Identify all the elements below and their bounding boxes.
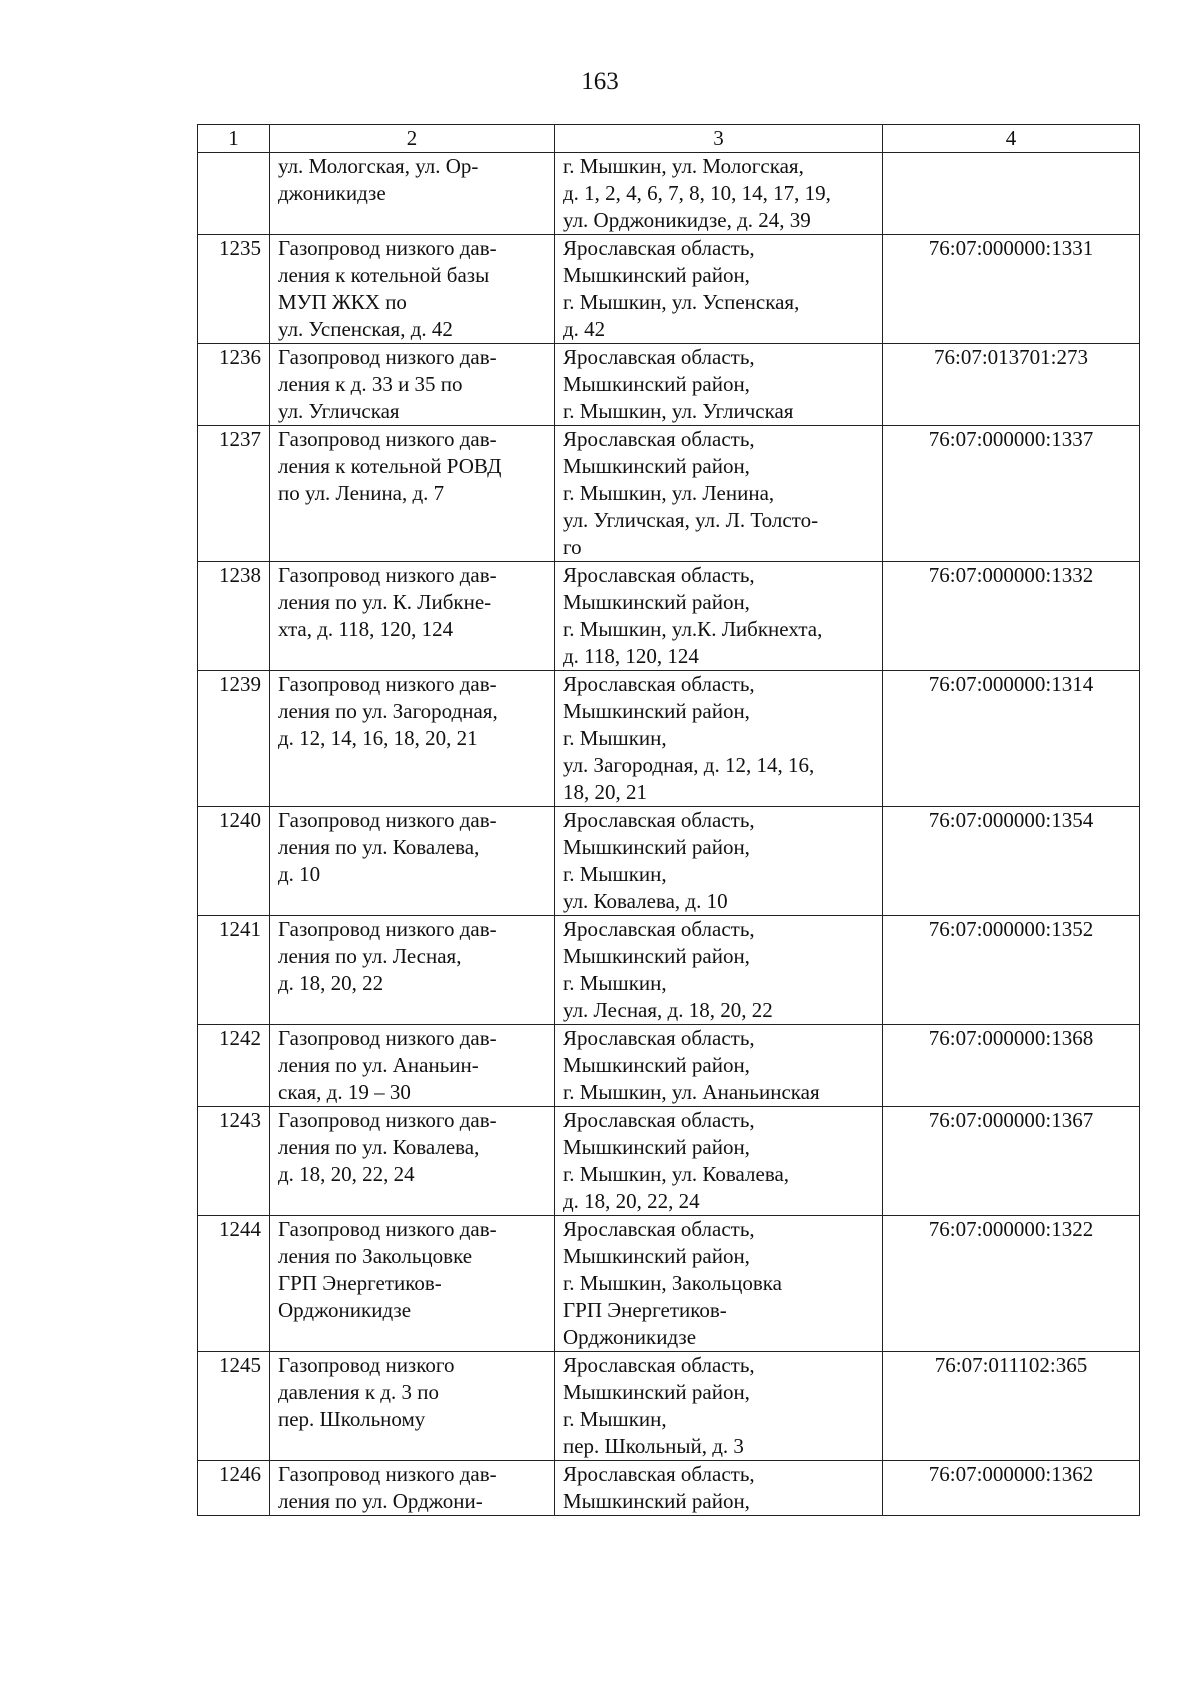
row-number: [198, 153, 270, 235]
object-name: Газопровод низкого дав- ления по ул. Ковалева, д. 18, 20, 22, 24: [270, 1107, 555, 1216]
cadastral-number: 76:07:013701:273: [883, 344, 1140, 426]
object-address: г. Мышкин, ул. Мологская, д. 1, 2, 4, 6, 7, 8, 10, 14, 17, 19, ул. Орджоникидзе, д. 24, 39: [555, 153, 883, 235]
object-address: Ярославская область, Мышкинский район, г. Мышкин, ул. Успенская, д. 42: [555, 235, 883, 344]
object-name: Газопровод низкого дав- ления к котельной базы МУП ЖКХ по ул. Успенская, д. 42: [270, 235, 555, 344]
object-name: Газопровод низкого дав- ления к котельной РОВД по ул. Ленина, д. 7: [270, 426, 555, 562]
object-address: Ярославская область, Мышкинский район,: [555, 1461, 883, 1516]
row-number: 1245: [198, 1352, 270, 1461]
row-number: 1242: [198, 1025, 270, 1107]
object-address: Ярославская область, Мышкинский район, г. Мышкин, ул. Лесная, д. 18, 20, 22: [555, 916, 883, 1025]
object-address: Ярославская область, Мышкинский район, г. Мышкин, ул. Ленина, ул. Угличская, ул. Л. Толсто- го: [555, 426, 883, 562]
cadastral-number: 76:07:000000:1354: [883, 807, 1140, 916]
cadastral-number: 76:07:011102:365: [883, 1352, 1140, 1461]
cadastral-number: [883, 153, 1140, 235]
table-row: [198, 1216, 1140, 1352]
cadastral-number: 76:07:000000:1367: [883, 1107, 1140, 1216]
row-number: 1237: [198, 426, 270, 562]
cadastral-number: 76:07:000000:1314: [883, 671, 1140, 807]
object-address: Ярославская область, Мышкинский район, г. Мышкин, Закольцовка ГРП Энергетиков- Орджоникидзе: [555, 1216, 883, 1352]
object-address: Ярославская область, Мышкинский район, г. Мышкин, ул. Ковалева, д. 18, 20, 22, 24: [555, 1107, 883, 1216]
object-name: Газопровод низкого дав- ления по ул. К. Либкне- хта, д. 118, 120, 124: [270, 562, 555, 671]
object-name: Газопровод низкого дав- ления по ул. Орджони-: [270, 1461, 555, 1516]
table-row: [198, 671, 1140, 807]
table-row: [198, 562, 1140, 671]
object-name: Газопровод низкого дав- ления к д. 33 и 35 по ул. Угличская: [270, 344, 555, 426]
page-number: 163: [581, 68, 619, 95]
object-name: Газопровод низкого дав- ления по ул. Ковалева, д. 10: [270, 807, 555, 916]
table-row: [198, 426, 1140, 562]
object-name: ул. Мологская, ул. Ор- джоникидзе: [270, 153, 555, 235]
object-address: Ярославская область, Мышкинский район, г. Мышкин, ул. Ананьинская: [555, 1025, 883, 1107]
column-header: 2: [270, 125, 555, 153]
table-row: [198, 807, 1140, 916]
object-name: Газопровод низкого дав- ления по ул. Загородная, д. 12, 14, 16, 18, 20, 21: [270, 671, 555, 807]
object-address: Ярославская область, Мышкинский район, г. Мышкин, ул.К. Либкнехта, д. 118, 120, 124: [555, 562, 883, 671]
table-row: [198, 1461, 1140, 1516]
table-row: [198, 1107, 1140, 1216]
object-address: Ярославская область, Мышкинский район, г. Мышкин, пер. Школьный, д. 3: [555, 1352, 883, 1461]
object-address: Ярославская область, Мышкинский район, г. Мышкин, ул. Угличская: [555, 344, 883, 426]
column-header: 4: [883, 125, 1140, 153]
object-name: Газопровод низкого дав- ления по ул. Лесная, д. 18, 20, 22: [270, 916, 555, 1025]
table-row: [198, 235, 1140, 344]
cadastral-number: 76:07:000000:1352: [883, 916, 1140, 1025]
table-row: [198, 344, 1140, 426]
cadastral-number: 76:07:000000:1362: [883, 1461, 1140, 1516]
row-number: 1236: [198, 344, 270, 426]
row-number: 1239: [198, 671, 270, 807]
table-row: [198, 1352, 1140, 1461]
object-address: Ярославская область, Мышкинский район, г. Мышкин, ул. Ковалева, д. 10: [555, 807, 883, 916]
cadastral-number: 76:07:000000:1331: [883, 235, 1140, 344]
column-header: 1: [198, 125, 270, 153]
row-number: 1235: [198, 235, 270, 344]
object-name: Газопровод низкого давления к д. 3 по пер. Школьному: [270, 1352, 555, 1461]
cadastral-number: 76:07:000000:1322: [883, 1216, 1140, 1352]
row-number: 1243: [198, 1107, 270, 1216]
row-number: 1238: [198, 562, 270, 671]
object-name: Газопровод низкого дав- ления по ул. Ананьин- ская, д. 19 – 30: [270, 1025, 555, 1107]
header-row: [198, 125, 1140, 153]
cadastral-number: 76:07:000000:1337: [883, 426, 1140, 562]
cadastral-number: 76:07:000000:1332: [883, 562, 1140, 671]
row-number: 1246: [198, 1461, 270, 1516]
table-row: [198, 916, 1140, 1025]
row-number: 1241: [198, 916, 270, 1025]
row-number: 1244: [198, 1216, 270, 1352]
column-header: 3: [555, 125, 883, 153]
object-address: Ярославская область, Мышкинский район, г. Мышкин, ул. Загородная, д. 12, 14, 16, 18, 20, 21: [555, 671, 883, 807]
table-row: [198, 153, 1140, 235]
row-number: 1240: [198, 807, 270, 916]
cadastral-number: 76:07:000000:1368: [883, 1025, 1140, 1107]
registry-table: [197, 124, 1140, 1516]
object-name: Газопровод низкого дав- ления по Закольцовке ГРП Энергетиков- Орджоникидзе: [270, 1216, 555, 1352]
table-row: [198, 1025, 1140, 1107]
